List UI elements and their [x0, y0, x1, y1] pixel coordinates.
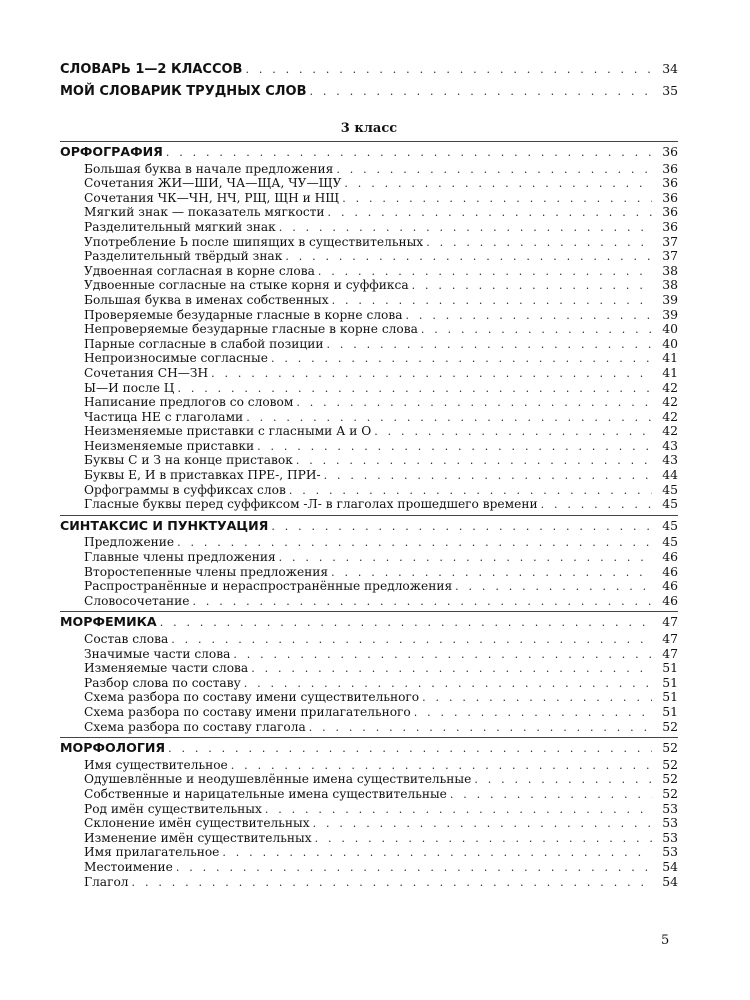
toc-item-title: Род имён существительных — [84, 801, 262, 816]
toc-section-heading-page: 45 — [662, 517, 678, 533]
toc-item[interactable] — [60, 468, 678, 483]
toc-item-title: Сочетания ЧК—ЧН, НЧ, РЩ, ЩН и НЩ — [84, 190, 340, 205]
toc-item-page: 40 — [662, 321, 678, 337]
toc-item-title: Частица НЕ с глаголами — [84, 409, 244, 424]
toc-section-heading[interactable] — [60, 741, 678, 756]
toc-item-title: Одушевлённые и неодушевлённые имена существительные — [84, 772, 472, 787]
toc-item-title: Сочетания ЖИ—ШИ, ЧА—ЩА, ЧУ—ЩУ — [84, 176, 342, 191]
toc-item-page: 43 — [662, 452, 678, 468]
toc-item[interactable] — [60, 264, 678, 279]
toc-item[interactable] — [60, 249, 678, 264]
dot-leader — [422, 691, 652, 706]
toc-item[interactable] — [60, 162, 678, 177]
toc-item-title: Разделительный мягкий знак — [84, 219, 276, 234]
toc-item-title: Непроверяемые безударные гласные в корне слова — [84, 322, 418, 337]
toc-item-page: 51 — [662, 689, 678, 705]
toc-section-heading-title: СИНТАКСИС И ПУНКТУАЦИЯ — [60, 517, 269, 533]
toc-item-title: Схема разбора по составу имени существительного — [84, 690, 420, 705]
toc-item[interactable] — [60, 594, 678, 609]
toc-item-title: Собственные и нарицательные имена существительные — [84, 786, 447, 801]
toc-entry[interactable] — [60, 58, 678, 80]
page-number: 5 — [661, 933, 670, 948]
toc-item[interactable] — [60, 453, 678, 468]
dot-leader — [326, 338, 652, 353]
toc-item[interactable] — [60, 550, 678, 565]
toc-item-page: 45 — [662, 534, 678, 550]
toc-section-heading-page: 47 — [662, 614, 678, 630]
dot-leader — [211, 367, 652, 382]
toc-item-page: 42 — [662, 408, 678, 424]
dot-leader — [257, 440, 652, 455]
toc-item-page: 36 — [662, 189, 678, 205]
toc-item[interactable] — [60, 205, 678, 220]
dot-leader — [271, 520, 652, 535]
toc-item-title: Написание предлогов со словом — [84, 395, 294, 410]
grade-title: 3 класс — [340, 121, 398, 136]
dot-leader — [171, 633, 652, 648]
toc-item-page: 46 — [662, 549, 678, 565]
dot-leader — [336, 163, 652, 178]
toc-item-title: Значимые части слова — [84, 646, 231, 661]
toc-section-heading-title: ОРФОГРАФИЯ — [60, 144, 163, 159]
toc-section-heading[interactable] — [60, 615, 678, 630]
toc-item-title: Сочетания СН—ЗН — [84, 365, 209, 380]
toc-item-title: Разбор слова по составу — [84, 675, 241, 690]
dot-leader — [332, 294, 652, 309]
dot-leader — [222, 846, 652, 861]
toc-item[interactable] — [60, 220, 678, 235]
toc-entry-page: 34 — [662, 61, 678, 76]
dot-leader — [177, 536, 652, 551]
toc-section-heading-page: 52 — [662, 740, 678, 756]
dot-leader — [421, 323, 652, 338]
toc-section — [60, 141, 678, 512]
toc-item[interactable] — [60, 845, 678, 860]
dot-leader — [245, 59, 652, 81]
dot-leader — [406, 309, 652, 324]
toc-item-title: Склонение имён существительных — [84, 816, 310, 831]
toc-item-title: Распространённые и нераспространённые предложения — [84, 579, 453, 594]
toc-item[interactable] — [60, 787, 678, 802]
top-entries — [60, 58, 678, 102]
toc-item[interactable] — [60, 439, 678, 454]
toc-item-page: 41 — [662, 350, 678, 366]
toc-item[interactable] — [60, 705, 678, 720]
toc-item-title: Глагол — [84, 874, 129, 889]
toc-item-title: Большая буква в начале предложения — [84, 161, 334, 176]
dot-leader — [160, 616, 652, 631]
dot-leader — [324, 469, 652, 484]
toc-entry[interactable] — [60, 80, 678, 102]
toc-item-page: 47 — [662, 631, 678, 646]
toc-item[interactable] — [60, 322, 678, 337]
toc-item-title: Удвоенные согласные на стыке корня и суффикса — [84, 278, 409, 293]
dot-leader — [414, 706, 652, 721]
toc-item[interactable] — [60, 381, 678, 396]
toc-item-page: 52 — [662, 756, 678, 772]
toc-item-page: 53 — [662, 844, 678, 860]
dot-leader — [309, 721, 652, 736]
dot-leader — [342, 192, 652, 207]
toc-item-page: 47 — [662, 645, 678, 661]
toc-item[interactable] — [60, 410, 678, 425]
toc-item-title: Схема разбора по составу глагола — [84, 719, 306, 734]
toc-item-page: 36 — [662, 160, 678, 176]
toc-item-title: Изменяемые части слова — [84, 661, 249, 676]
toc-item-title: Предложение — [84, 535, 175, 550]
toc-item-title: Большая буква в именах собственных — [84, 292, 329, 307]
toc-item-title: Неизменяемые приставки с гласными А и О — [84, 424, 372, 439]
toc-item[interactable] — [60, 690, 678, 705]
toc-item-page: 52 — [662, 785, 678, 801]
dot-leader — [168, 742, 652, 757]
toc-item-page: 42 — [662, 394, 678, 410]
dot-leader — [166, 146, 652, 161]
toc-item-page: 39 — [662, 306, 678, 322]
toc-item-page: 45 — [662, 496, 678, 512]
dot-leader — [541, 498, 652, 513]
toc-item-page: 37 — [662, 233, 678, 249]
toc-item-title: Буквы Е, И в приставках ПРЕ-, ПРИ- — [84, 468, 321, 483]
toc-item-page: 46 — [662, 563, 678, 579]
toc-item[interactable] — [60, 661, 678, 676]
toc-section-heading-title: МОРФОЛОГИЯ — [60, 740, 166, 756]
toc-item[interactable] — [60, 875, 678, 890]
toc-item[interactable] — [60, 483, 678, 498]
toc-item-page: 36 — [662, 218, 678, 234]
toc-item-title: Изменение имён существительных — [84, 830, 312, 845]
toc-item[interactable] — [60, 720, 678, 735]
toc-item[interactable] — [60, 176, 678, 191]
dot-leader — [246, 411, 652, 426]
toc-item[interactable] — [60, 337, 678, 352]
toc-item-title: Проверяемые безударные гласные в корне слова — [84, 307, 403, 322]
toc-item-title: Удвоенная согласная в корне слова — [84, 263, 315, 278]
toc-item-page: 46 — [662, 578, 678, 594]
dot-leader — [474, 773, 652, 788]
toc-item[interactable] — [60, 308, 678, 323]
toc-item-title: Схема разбора по составу имени прилагательного — [84, 704, 411, 719]
toc-item-page: 54 — [662, 873, 678, 889]
dot-leader — [450, 788, 652, 803]
dot-leader — [265, 803, 652, 818]
toc-item[interactable] — [60, 424, 678, 439]
dot-leader — [412, 279, 652, 294]
toc-item-page: 51 — [662, 703, 678, 719]
dot-leader — [318, 265, 652, 280]
toc-item-page: 36 — [662, 204, 678, 220]
toc-item-page: 45 — [662, 481, 678, 497]
toc-item[interactable] — [60, 647, 678, 662]
toc-entry-title: СЛОВАРЬ 1—2 КЛАССОВ — [60, 62, 243, 77]
dot-leader — [193, 595, 652, 610]
toc-item-page: 41 — [662, 364, 678, 380]
toc-item-page: 52 — [662, 718, 678, 734]
toc-item-page: 52 — [662, 771, 678, 787]
toc-item-page: 40 — [662, 335, 678, 351]
toc-item[interactable] — [60, 351, 678, 366]
toc-entry-page: 35 — [662, 83, 678, 98]
toc-item[interactable] — [60, 565, 678, 580]
toc-item-title: Имя прилагательное — [84, 845, 220, 860]
toc-item-page: 43 — [662, 437, 678, 453]
toc-item-title: Словосочетание — [84, 593, 190, 608]
dot-leader — [285, 250, 652, 265]
toc-section-heading[interactable] — [60, 519, 678, 534]
toc-item-page: 36 — [662, 175, 678, 191]
dot-leader — [296, 396, 652, 411]
toc-item[interactable] — [60, 278, 678, 293]
toc-item-title: Главные члены предложения — [84, 550, 276, 565]
toc-item-page: 39 — [662, 291, 678, 307]
dot-leader — [313, 817, 652, 832]
toc-item[interactable] — [60, 293, 678, 308]
dot-leader — [374, 425, 652, 440]
toc-item-page: 37 — [662, 248, 678, 264]
dot-leader — [244, 677, 652, 692]
dot-leader — [177, 382, 652, 397]
toc-item[interactable] — [60, 579, 678, 594]
toc-item-page: 53 — [662, 829, 678, 845]
toc-item-title: Местоимение — [84, 859, 173, 874]
dot-leader — [176, 861, 652, 876]
dot-leader — [233, 648, 652, 663]
dot-leader — [328, 206, 652, 221]
toc-item[interactable] — [60, 831, 678, 846]
toc-section — [60, 515, 678, 609]
toc-item-title: Имя существительное — [84, 757, 228, 772]
toc-item-title: Состав слова — [84, 632, 169, 646]
dot-leader — [289, 484, 652, 499]
toc-item-title: Орфограммы в суффиксах слов — [84, 482, 286, 497]
dot-leader — [231, 759, 652, 774]
dot-leader — [344, 177, 652, 192]
toc-section-heading-title: МОРФЕМИКА — [60, 614, 157, 630]
toc-item-title: Парные согласные в слабой позиции — [84, 336, 324, 351]
toc-item-title: Ы—И после Ц — [84, 380, 175, 395]
dot-leader — [426, 236, 652, 251]
toc-item[interactable] — [60, 860, 678, 875]
toc-item[interactable] — [60, 816, 678, 831]
toc-item[interactable] — [60, 772, 678, 787]
toc-item-page: 42 — [662, 423, 678, 439]
dot-leader — [296, 454, 652, 469]
dot-leader — [251, 662, 652, 677]
dot-leader — [315, 832, 652, 847]
toc-item-title: Второстепенные члены предложения — [84, 564, 329, 579]
toc-item-page: 53 — [662, 800, 678, 816]
toc-item[interactable] — [60, 191, 678, 206]
toc-item-page: 51 — [662, 674, 678, 690]
toc-item-page: 42 — [662, 379, 678, 395]
dot-leader — [271, 352, 652, 367]
toc-item[interactable] — [60, 758, 678, 773]
toc-item-page: 44 — [662, 467, 678, 483]
toc-item[interactable] — [60, 395, 678, 410]
toc-item[interactable] — [60, 235, 678, 250]
toc-item-title: Буквы С и З на конце приставок — [84, 453, 293, 468]
toc-item-page: 46 — [662, 592, 678, 608]
dot-leader — [279, 221, 652, 236]
toc-item-page: 38 — [662, 277, 678, 293]
dot-leader — [310, 81, 652, 103]
toc-section-heading-page: 36 — [662, 144, 678, 159]
toc-item-page: 54 — [662, 858, 678, 874]
toc-item[interactable] — [60, 366, 678, 381]
toc-item-title: Непроизносимые согласные — [84, 351, 268, 366]
toc-item-page: 53 — [662, 815, 678, 831]
toc-item-title: Гласные буквы перед суффиксом -Л- в глаголах прошедшего времени — [84, 497, 538, 512]
toc-item[interactable] — [60, 632, 678, 647]
toc-item-page: 51 — [662, 660, 678, 676]
toc-item[interactable] — [60, 676, 678, 691]
toc-item-title: Мягкий знак — показатель мягкости — [84, 205, 325, 220]
toc-section — [60, 611, 678, 734]
toc-item[interactable] — [60, 802, 678, 817]
toc-item-page: 38 — [662, 262, 678, 278]
toc-item-title: Разделительный твёрдый знак — [84, 249, 283, 264]
toc-section-heading[interactable] — [60, 145, 678, 160]
table-of-contents — [60, 58, 678, 889]
toc-section — [60, 737, 678, 889]
dot-leader — [279, 551, 652, 566]
dot-leader — [331, 566, 652, 581]
toc-entry-title: МОЙ СЛОВАРИК ТРУДНЫХ СЛОВ — [60, 84, 307, 99]
dot-leader — [132, 876, 652, 891]
toc-item[interactable] — [60, 497, 678, 512]
dot-leader — [455, 580, 652, 595]
toc-item-title: Употребление Ь после шипящих в существительных — [84, 234, 424, 249]
toc-item[interactable] — [60, 535, 678, 550]
sections-container — [60, 141, 678, 889]
toc-item-title: Неизменяемые приставки — [84, 438, 255, 453]
